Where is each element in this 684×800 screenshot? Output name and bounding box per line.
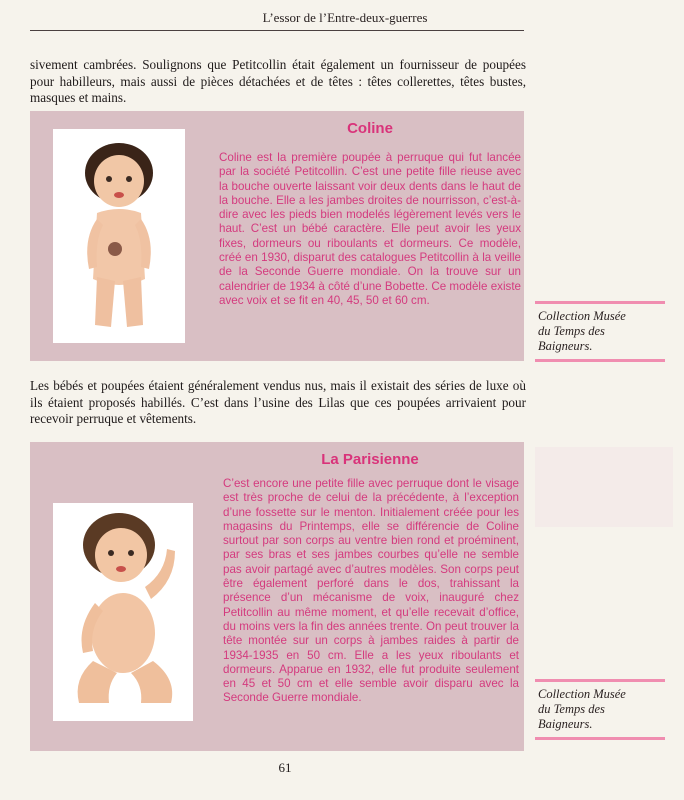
header-rule [30,30,524,31]
box-text-coline: Coline est la première poupée à perruque qui fut lancée par la société Petitcollin. C’est une petite fille rieuse avec la bouche ouverte laissant voir deux dents dans le haut de la bouche. Elle a les jambes droites de nourrisson, c’est-à-dire avec les pieds bien modelés légèrement levés vers le haut. C’est un bébé caractère. Elle peut avoir les yeux fixes, dormeurs ou riboulants et dormeurs. Ce modèle, créé en 1930, disparut des catalogues Petitcollin à la veille de la Seconde Guerre mondiale. On la trouve sur un calendrier de 1934 à côté d’une Bobette. Ce modèle existe avec voix et se fit en 40, 45, 50 et 60 cm. [219,151,521,307]
caption-rule-bottom [535,737,665,740]
photo-coline-doll [53,129,185,343]
caption-coline [535,301,665,362]
caption-line-1: Collection Musée [538,687,626,701]
photo-la-parisienne-doll [53,503,193,721]
bleed-through-shadow [535,447,673,527]
sidebar-box-coline [30,111,524,361]
running-header: L’essor de l’Entre-deux-guerres [262,10,428,25]
sidebar-box-la-parisienne [30,442,524,751]
box-text-la-parisienne: C’est encore une petite fille avec perruque dont le visage est très proche de celui de la précédente, à l’exception d’une fossette sur le menton. Initialement créée pour les magasins du Printemps, elle se différencie de Coline surtout par son corps au ventre bien rond et proéminent, par ses bras et ses jambes courbes qu’elle ne semble pas avoir partagé avec d’autres modèles. Son corps peut être également perforé dans le dos, trahissant la présence d’un mécanisme de voix, inauguré chez Petitcollin au même moment, et qu’elle recevait d’office, du moins vers la fin des années trente. On peut trouver la tête montée sur un corps à jambes raides à partir de 1934-1935 en 50 cm. Elle a les yeux riboulants et dormeurs. Apparue en 1932, elle fut produite seulement en 45 et 50 cm et elle semble avoir disparu avec la Seconde Guerre mondiale. [223,477,519,705]
doll-illustration-coline [53,129,185,343]
caption-rule-bottom [535,359,665,362]
caption-line-2: du Temps des Baigneurs. [538,324,605,353]
caption-line-2: du Temps des Baigneurs. [538,702,605,731]
caption-line-1: Collection Musée [538,309,626,323]
caption-la-parisienne [535,679,665,740]
doll-illustration-la-parisienne [53,503,193,721]
page-number: 61 [278,760,292,775]
body-paragraph-1: sivement cambrées. Soulignons que Petitcollin était également un fournisseur de poupées pour habilleurs, mais aussi de pièces détachées et de têtes : têtes collerettes, têtes bustes, masques et mains. [30,57,526,105]
body-paragraph-2: Les bébés et poupées étaient généralement vendus nus, mais il existait des séries de luxe où ils étaient proposés habillés. C’est dans l’usine des Lilas que ces poupées arrivaient pour recevoir perruque et vêtements. [30,378,526,426]
box-title-coline: Coline [347,120,393,137]
box-title-la-parisienne: La Parisienne [321,451,419,468]
